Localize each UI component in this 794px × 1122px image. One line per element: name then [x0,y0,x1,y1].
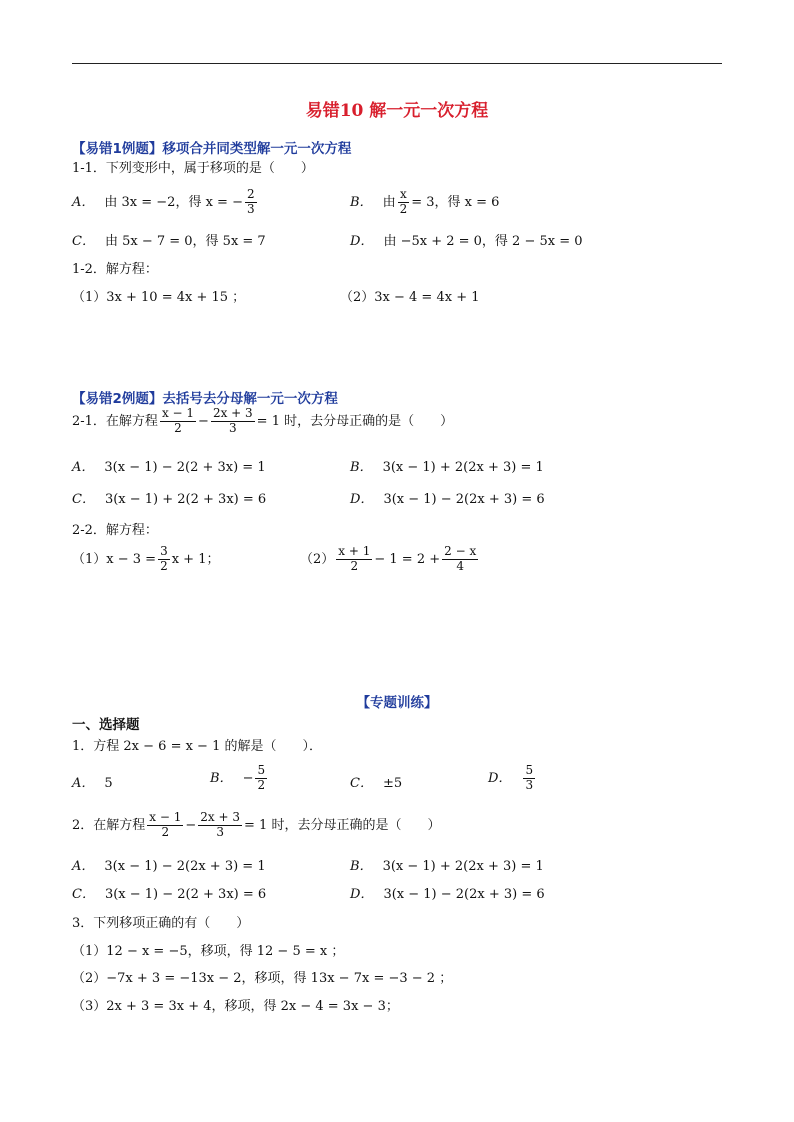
t-q3-line1: （1）12 − x = −5，移项，得 12 − 5 = x ； [72,944,345,959]
t-q1-option-b [210,764,269,793]
t-q2-option-c [72,883,266,902]
stem-text: = 1 时，去分母正确的是（ ） [256,413,454,429]
q1-2-stem: 1-2．解方程： [72,262,158,277]
header-rule [72,63,722,64]
fraction [147,811,183,840]
part-text: （1）x − 3 = [72,551,157,567]
option-label: A． [72,776,95,791]
denominator: 3 [216,824,224,839]
option-label: A． [72,194,95,210]
option-label: C． [350,776,373,791]
q1-1-option-a [72,188,259,217]
q2-1-stem [72,407,453,436]
numerator: x − 1 [161,406,195,420]
denominator: 4 [456,558,464,573]
denominator: 2 [350,558,359,573]
fraction [523,764,535,793]
option-label: D． [350,887,374,902]
numerator: 2 [246,187,255,201]
denominator: 2 [161,824,170,839]
option-text: = 3，得 x = 6 [411,194,500,210]
q2-1-option-b [350,456,544,475]
fraction [158,545,170,574]
t-q3-line2: （2）−7x + 3 = −13x − 2，移项，得 13x − 7x = −3 − 2 ； [72,971,453,986]
t-q2-option-d [350,883,545,902]
q2-2-part2 [300,545,480,574]
t-q2-stem [72,811,440,840]
numerator: 5 [525,763,534,777]
denominator: 3 [246,201,255,216]
numerator: x + 1 [338,544,371,558]
option-label: A． [72,859,95,874]
numerator: 2x + 3 [200,810,241,824]
t-q1-option-a [72,772,113,791]
option-text: 3(x − 1) − 2(2x + 3) = 1 [104,859,266,874]
numerator: x − 1 [149,810,182,824]
t-q3-stem: 3．下列移项正确的有（ ） [72,916,250,931]
q2-1-option-a [72,456,266,475]
denominator: 2 [174,420,182,435]
option-label: B． [350,194,373,210]
section1-heading: 【易错1例题】移项合并同类型解一元一次方程 [72,141,352,157]
option-label: B． [350,460,373,475]
fraction [336,545,372,574]
q2-1-option-c [72,488,266,507]
fraction [245,188,257,217]
numerator: x [398,188,410,203]
option-label: B． [350,859,373,874]
t-q2-option-b [350,855,544,874]
denominator: 3 [525,777,534,792]
option-text: 由 [382,194,396,210]
option-label: D． [350,234,374,249]
option-text: ±5 [382,776,403,791]
t-q3-line3: （3）2x + 3 = 3x + 4，移项，得 2x − 4 = 3x − 3； [72,999,399,1014]
option-text: 3(x − 1) + 2(2x + 3) = 1 [382,460,544,475]
t-q2-option-a [72,855,266,874]
option-label: A． [72,460,95,475]
stem-text: = 1 时，去分母正确的是（ ） [244,817,441,833]
q1-1-option-c [72,230,266,249]
denominator: 2 [160,558,168,573]
t-q1-stem: 1．方程 2x − 6 = x − 1 的解是（ ）． [72,739,322,754]
part-text: − 1 = 2 + [374,551,441,567]
q2-2-part1 [72,545,219,574]
q1-1-stem: 1-1．下列变形中，属于移项的是（ ） [72,161,314,176]
fraction [398,188,410,217]
option-label: C． [72,887,95,902]
option-label: C． [72,234,95,249]
option-text: 3(x − 1) − 2(2x + 3) = 6 [383,492,545,507]
stem-text: 2-1．在解方程 [72,413,158,429]
option-text: 3(x − 1) − 2(2 + 3x) = 1 [104,460,266,475]
fraction [442,545,478,574]
stem-text: 2．在解方程 [72,817,146,833]
page-title: 易错10 解一元一次方程 [305,101,489,121]
operator: − [185,817,197,833]
option-text: 由 5x − 7 = 0，得 5x = 7 [104,234,266,249]
option-text: 由 −5x + 2 = 0，得 2 − 5x = 0 [383,234,583,249]
operator: − [198,413,209,429]
fraction [211,407,255,436]
option-label: B． [210,770,233,786]
t-q1-option-c [350,772,402,791]
q1-1-option-d [350,230,583,249]
numerator: 3 [160,544,168,558]
option-label: C． [72,492,95,507]
q2-1-option-d [350,488,545,507]
part-text: x + 1； [171,551,220,567]
numerator: 5 [257,763,266,777]
q2-2-stem: 2-2．解方程： [72,523,158,538]
q1-2-part2: （2）3x − 4 = 4x + 1 [340,290,480,305]
training-heading: 【专题训练】 [356,695,438,711]
option-text: 3(x − 1) − 2(2x + 3) = 6 [383,887,545,902]
q1-1-option-b [350,188,499,217]
option-text: 3(x − 1) + 2(2 + 3x) = 6 [104,492,267,507]
option-text: 由 3x = −2，得 x = − [104,194,243,210]
option-text: − [242,770,254,786]
option-text: 3(x − 1) + 2(2x + 3) = 1 [382,859,544,874]
option-text: 3(x − 1) − 2(2 + 3x) = 6 [104,887,267,902]
numerator: 2 − x [444,544,477,558]
part-heading: 一、选择题 [72,717,140,733]
denominator: 3 [228,420,237,435]
fraction [255,764,267,793]
fraction [198,811,242,840]
denominator: 2 [257,777,266,792]
part-text: （2） [300,551,335,567]
option-label: D． [488,770,512,786]
numerator: 2x + 3 [212,406,253,420]
q1-2-part1: （1）3x + 10 = 4x + 15 ； [72,290,246,305]
section2-heading: 【易错2例题】去括号去分母解一元一次方程 [72,391,338,407]
option-label: D． [350,492,374,507]
option-text: 5 [104,776,113,791]
fraction [160,407,196,436]
denominator: 2 [399,201,408,216]
t-q1-option-d [488,764,537,793]
